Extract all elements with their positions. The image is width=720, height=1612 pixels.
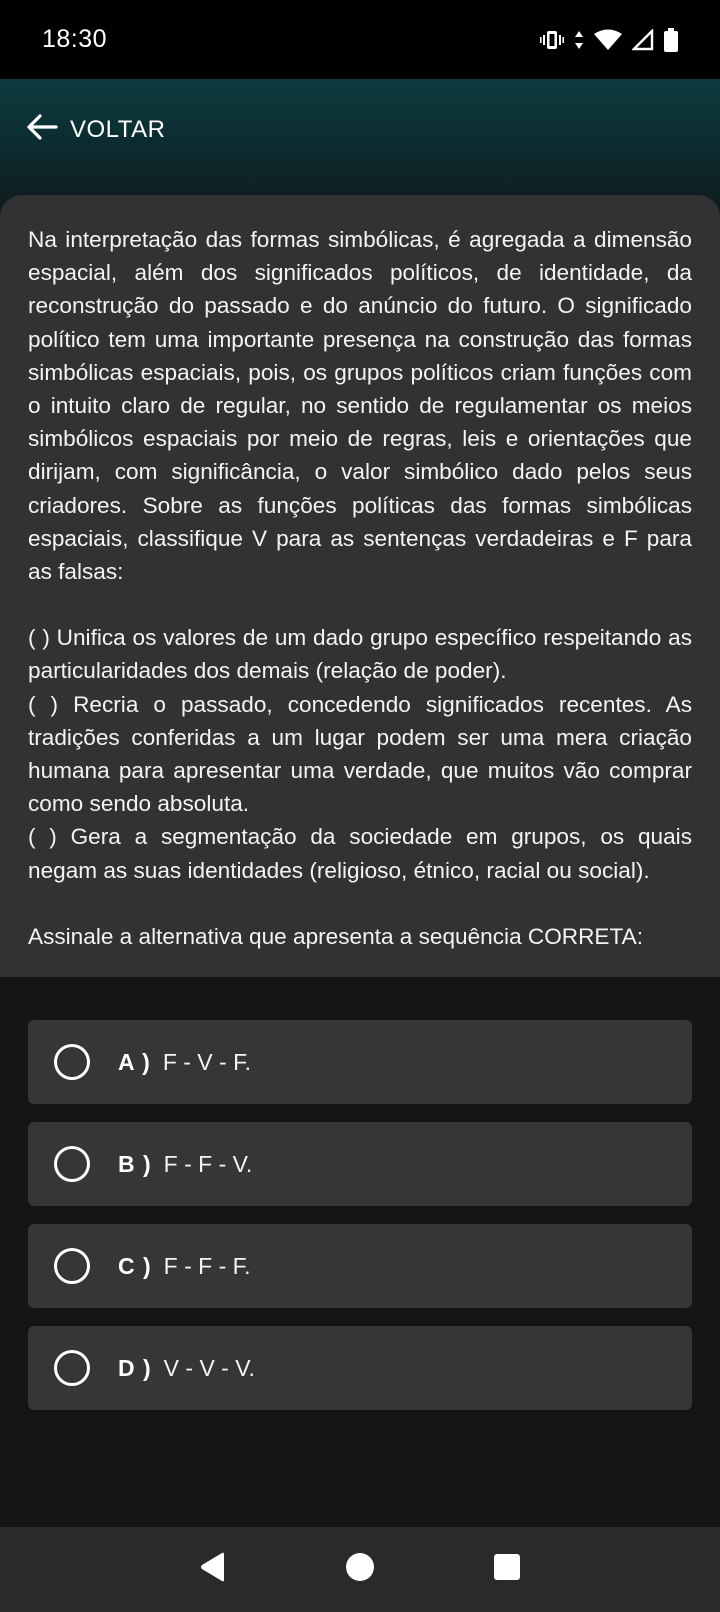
radio-unchecked-icon[interactable] [54,1350,90,1386]
nav-back-button[interactable] [183,1540,243,1600]
option-text: F - F - F. [163,1252,251,1279]
recents-square-icon [493,1553,521,1586]
question-card [0,195,720,977]
option-d[interactable] [28,1326,692,1410]
question-paragraph: Na interpretação das formas simbólicas, é agregada a dimensão espacial, além dos significados políticos, de identidade, da reconstrução do passado e do anúncio do futuro. O significado político tem uma importante presença na construção das formas simbólicas espaciais, pois, os grupos políticos criam funções com o intuito claro de regular, no sentido de regulamentar os meios simbólicos espaciais por meio de regras, leis e orientações que dirijam, com significância, o valor simbólico dado pelos seus criadores. Sobre as funções políticas das formas simbólicas espaciais, classifique V para as sentenças verdadeiras e F para as falsas: [28,227,692,585]
status-time: 18:30 [42,25,108,53]
back-button[interactable] [26,113,165,146]
data-arrows-icon [574,29,584,51]
statement-2: ( ) Recria o passado, concedendo significados recentes. As tradições conferidas a um lugar podem ser uma mera criação humana para apresentar uma verdade, que muitos vão comprar como sendo absoluta. [28,691,692,817]
arrow-left-icon [26,113,58,146]
option-letter: C ) [118,1252,152,1279]
system-nav-bar [0,1527,720,1612]
option-text: V - V - V. [163,1354,255,1381]
vibrate-icon [540,29,564,51]
question-text [28,223,692,953]
cell-signal-icon [632,29,654,51]
option-text: F - V - F. [162,1048,251,1075]
question-instruction: Assinale a alternativa que apresenta a sequência CORRETA: [28,923,643,949]
option-letter: B ) [118,1150,152,1177]
status-bar [0,0,720,79]
option-letter: D ) [118,1354,152,1381]
option-text: F - F - V. [163,1150,253,1177]
radio-unchecked-icon[interactable] [54,1248,90,1284]
option-b[interactable] [28,1122,692,1206]
answer-options [28,1020,692,1410]
radio-unchecked-icon[interactable] [54,1044,90,1080]
radio-unchecked-icon[interactable] [54,1146,90,1182]
statement-3: ( ) Gera a segmentação da sociedade em grupos, os quais negam as suas identidades (religioso, étnico, racial ou social). [28,824,692,883]
option-c[interactable] [28,1224,692,1308]
back-triangle-icon [198,1551,228,1588]
statement-1: ( ) Unifica os valores de um dado grupo específico respeitando as particularidades dos demais (relação de poder). [28,625,692,684]
wifi-icon [594,29,622,51]
nav-home-button[interactable] [330,1540,390,1600]
nav-recents-button[interactable] [477,1540,537,1600]
option-a[interactable] [28,1020,692,1104]
back-label: VOLTAR [70,115,166,143]
status-icons [540,28,678,52]
home-circle-icon [345,1552,375,1587]
option-letter: A ) [118,1048,151,1075]
battery-icon [664,28,678,52]
